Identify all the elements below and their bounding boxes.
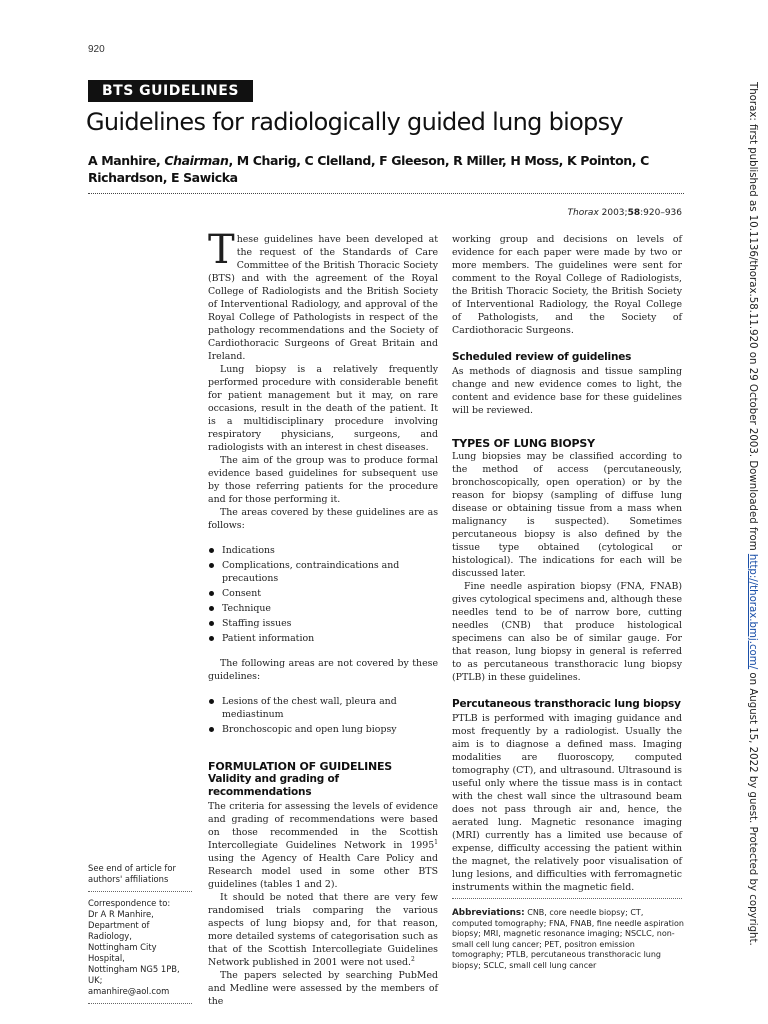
citation-pages: :920–936 (640, 208, 682, 218)
section-badge: BTS GUIDELINES (88, 80, 253, 102)
list-item: Staffing issues (208, 617, 438, 630)
authors-first: A Manhire, (88, 153, 165, 168)
list-item: Lesions of the chest wall, pleura and mediastinum (208, 695, 438, 721)
paragraph-text: It should be noted that there are very few randomised trials comparing the various aspects of lung biopsy and, for that reason, more detailed systems of categorisation such as that of the Scottish Intercollegiate Guidelines Network published in 2001 were not used. (208, 892, 438, 968)
margin-note (88, 863, 192, 1010)
correspondence-label: Correspondence to: (88, 898, 171, 908)
article-title: Guidelines for radiologically guided lung biopsy (86, 108, 623, 136)
abbreviations-box (452, 908, 684, 971)
list-item: Technique (208, 602, 438, 615)
covered-list (208, 544, 438, 645)
sidenote-divider (88, 1003, 192, 1004)
paragraph: The papers selected by searching PubMed and Medline were assessed by the members of the (208, 970, 438, 1007)
correspondence-line: Dr A R Manhire, (88, 909, 154, 919)
authors-rest: , M Charig, C Clelland, F Gleeson, R Miller, H Moss, K Pointon, C Richardson, E Sawicka (88, 153, 649, 185)
list-item: Bronchoscopic and open lung biopsy (208, 723, 438, 736)
list-item: Consent (208, 587, 438, 600)
abbreviations-text: CNB, core needle biopsy; CT, computed tomography; FNA, FNAB, fine needle aspiration biopsy; MRI, magnetic resonance imaging; NSCLC, non-small cell lung cancer; PET, positron emission tomography; PTLB, percutaneous transthoracic lung biopsy; SCLC, small cell lung cancer (452, 908, 684, 970)
section-heading: TYPES OF LUNG BIOPSY (452, 437, 595, 450)
citation (568, 208, 682, 218)
paragraph (208, 891, 438, 969)
paragraph: Lung biopsy is a relatively frequently performed procedure with considerable benefit for patient management but it may, on rare occasions, result in the death of the patient. It is a multidisciplinary procedure involving respiratory physicians, surgeons, and radiologists with an interest in chest diseases. (208, 364, 438, 453)
banner-text: on August 15, 2022 by guest. Protected by copyright. (747, 669, 758, 946)
paragraph: As methods of diagnosis and tissue sampling change and new evidence comes to light, the content and evidence base for these guidelines will be reviewed. (452, 366, 682, 416)
subsection-heading: Scheduled review of guidelines (452, 351, 632, 363)
abbreviations-divider (452, 898, 682, 899)
subsection-heading: Validity and grading of recommendations (208, 773, 339, 798)
authors-role: Chairman (164, 153, 229, 168)
paragraph: The aim of the group was to produce formal evidence based guidelines for subsequent use by those referring patients for the procedure and for those performing it. (208, 455, 438, 505)
body-column-right (452, 233, 682, 894)
header-divider (88, 193, 684, 194)
author-list (88, 152, 684, 186)
page-number: 920 (88, 44, 105, 55)
correspondence-line: Nottingham NG5 1PB, UK; (88, 964, 180, 985)
abbreviations-label: Abbreviations: (452, 908, 525, 918)
subsection-heading: Percutaneous transthoracic lung biopsy (452, 698, 681, 710)
paragraph: Fine needle aspiration biopsy (FNA, FNAB) gives cytological specimens and, although these needles tend to be of narrow bore, cutting needles (CNB) that produce histological specimens can also be of similar gauge. For that reason, lung biopsy in general is referred to as percutaneous transthoracic lung biopsy (PTLB) in these guidelines. (452, 581, 682, 683)
paragraph: Lung biopsies may be classified according to the method of access (percutaneously, bronchoscopically, open operation) or by the reason for biopsy (sampling of diffuse lung disease or obtaining tissue from a mass when malignancy is suspected). Sometimes percutaneous biopsy is also defined by the tissue type obtained (cytological or histological). The indications for each will be discussed later. (452, 451, 682, 579)
paragraph-text: using the Agency of Health Care Policy and Research model used in some other BTS guidelines (tables 1 and 2). (208, 853, 438, 890)
banner-text: Thorax: first published as 10.1136/thorax.58.11.920 on 29 October 2003. Downloaded from (747, 82, 758, 554)
affiliations-note: See end of article for authors' affiliations (88, 863, 176, 884)
body-column-left (208, 227, 438, 1008)
intro-text: hese guidelines have been developed at the request of the Standards of Care Committee of the British Thoracic Society (BTS) and with the agreement of the Royal College of Radiologists and the British Society of Interventional Radiology, and approval of the Royal College of Pathologists in respect of the pathology recommendations and the Society of Cardiothoracic Surgeons of Great Britain and Ireland. (208, 234, 438, 362)
paragraph: working group and decisions on levels of evidence for each paper were made by two or more members. The guidelines were sent for comment to the Royal College of Radiologists, the British Thoracic Society, the British Society of Interventional Radiology, the Royal College of Pathologists, and the Society of Cardiothoracic Surgeons. (452, 234, 682, 336)
drop-cap: T (208, 227, 235, 273)
paragraph-text: The criteria for assessing the levels of evidence and grading of recommendations were based on those recommended in the Scottish Intercollegiate Guidelines Network in 1995 (208, 801, 438, 851)
paragraph (208, 800, 438, 891)
journal-link[interactable]: http://thorax.bmj.com/ (747, 553, 758, 670)
reference-marker: 2 (411, 955, 415, 963)
list-item: Patient information (208, 632, 438, 645)
not-covered-list (208, 695, 438, 736)
citation-volume: 58 (627, 208, 641, 218)
copyright-banner (747, 82, 758, 946)
paragraph: The areas covered by these guidelines are as follows: (208, 507, 438, 531)
correspondence-line: Nottingham City Hospital, (88, 942, 157, 963)
intro-paragraph (208, 227, 438, 363)
paragraph: The following areas are not covered by these guidelines: (208, 658, 438, 682)
reference-marker: 1 (434, 838, 438, 846)
citation-year: 2003; (598, 208, 628, 218)
correspondence-email: amanhire@aol.com (88, 986, 170, 996)
correspondence-line: Department of Radiology, (88, 920, 150, 941)
paragraph: PTLB is performed with imaging guidance and most frequently by a radiologist. Usually the aim is to diagnose a defined mass. Imaging modalities are fluoroscopy, computed tomography (CT), and ultrasound. Ultrasound is useful only where the tissue mass is in contact with the chest wall since the ultrasound beam does not pass through air and, hence, the aerated lung. Magnetic resonance imaging (MRI) currently has a limited use because of expense, difficulty accessing the patient within the magnet, the relatively poor visualisation of lung lesions, and difficulties with ferromagnetic instruments within the magnetic field. (452, 713, 682, 893)
list-item: Complications, contraindications and precautions (208, 559, 438, 585)
citation-journal: Thorax (567, 208, 599, 218)
sidenote-divider (88, 891, 192, 892)
section-heading: FORMULATION OF GUIDELINES (208, 760, 393, 773)
list-item: Indications (208, 544, 438, 557)
